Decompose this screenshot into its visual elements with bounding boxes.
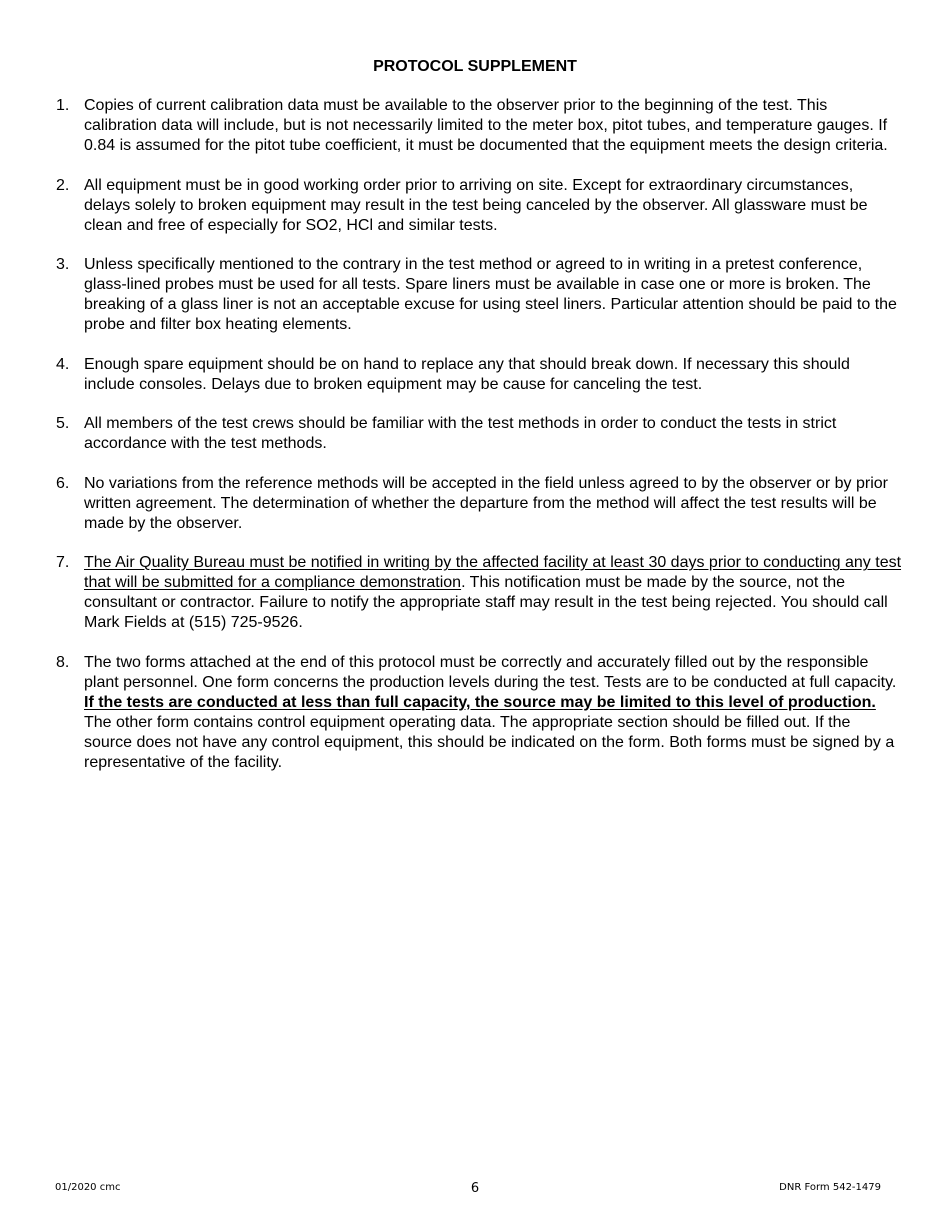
- protocol-items-list: [56, 96, 902, 792]
- page-title: PROTOCOL SUPPLEMENT: [373, 58, 577, 75]
- item-number: 4.: [56, 355, 70, 373]
- protocol-item-2: [56, 176, 902, 236]
- item-number: 8.: [56, 653, 70, 671]
- protocol-item-1: [56, 96, 902, 156]
- item-number: 3.: [56, 256, 70, 273]
- item-number: 6.: [56, 474, 70, 492]
- item-number: 7.: [56, 554, 70, 571]
- protocol-item-5: [56, 414, 902, 454]
- item-text-before: The two forms attached at the end of this protocol must be correctly and accurately filled out by the responsible plant personnel. One form concerns the production levels during the test. Tests are to be conducted at full capacity.: [84, 653, 897, 691]
- protocol-item-6: [56, 474, 902, 534]
- item-text: Copies of current calibration data must be available to the observer prior to the beginning of the test. This calibration data will include, but is not necessarily limited to the meter box, pitot tubes, and temperature gauges. If 0.84 is assumed for the pitot tube coefficient, it must be documented that the equipment meets the design criteria.: [84, 97, 888, 154]
- item-text: All equipment must be in good working order prior to arriving on site. Except for extraordinary circumstances, delays solely to broken equipment may result in the test being canceled by the observer. All glassware must be clean and free of especially for SO2, HCl and similar tests.: [84, 176, 868, 234]
- item-bold-underlined-text: If the tests are conducted at less than full capacity, the source may be limited to this level of production.: [84, 693, 876, 711]
- page-footer: [55, 1180, 881, 1198]
- protocol-item-8: [56, 653, 902, 773]
- item-text-after: The other form contains control equipment operating data. The appropriate section should be filled out. If the source does not have any control equipment, this should be indicated on the form. Both forms must be signed by a representative of the facility.: [84, 713, 895, 771]
- item-text: All members of the test crews should be familiar with the test methods in order to conduct the tests in strict accordance with the test methods.: [84, 415, 837, 452]
- item-text: Enough spare equipment should be on hand to replace any that should break down. If necessary this should include consoles. Delays due to broken equipment may be cause for canceling the test.: [84, 355, 850, 393]
- footer-date-code: 01/2020 cmc: [55, 1182, 121, 1193]
- item-text: Unless specifically mentioned to the contrary in the test method or agreed to in writing in a pretest conference, glass-lined probes must be used for all tests. Spare liners must be available in case one or more is broken. The breaking of a glass liner is not an acceptable excuse for using steel liners. Particular attention should be paid to the probe and filter box heating elements.: [84, 256, 897, 333]
- item-number: 1.: [56, 97, 70, 114]
- item-number: 5.: [56, 415, 70, 432]
- protocol-item-3: [56, 255, 902, 335]
- protocol-item-4: [56, 355, 902, 395]
- protocol-item-7: [56, 553, 902, 633]
- footer-form-number: DNR Form 542-1479: [779, 1182, 881, 1193]
- item-underlined-text: The Air Quality Bureau must be notified in writing by the affected facility at least 30 days prior to conducting any test that will be submitted for a compliance demonstration: [84, 554, 902, 591]
- item-text: No variations from the reference methods will be accepted in the field unless agreed to by the observer or by prior written agreement. The determination of whether the departure from the method will affect the test results will be made by the observer.: [84, 474, 888, 532]
- item-text: . This notification must be made by the source, not the consultant or contractor. Failure to notify the appropriate staff may result in the test being rejected. You should call Mark Fields at (515) 725-9526.: [84, 574, 888, 631]
- footer-page-number: 6: [470, 1181, 480, 1196]
- item-number: 2.: [56, 176, 70, 194]
